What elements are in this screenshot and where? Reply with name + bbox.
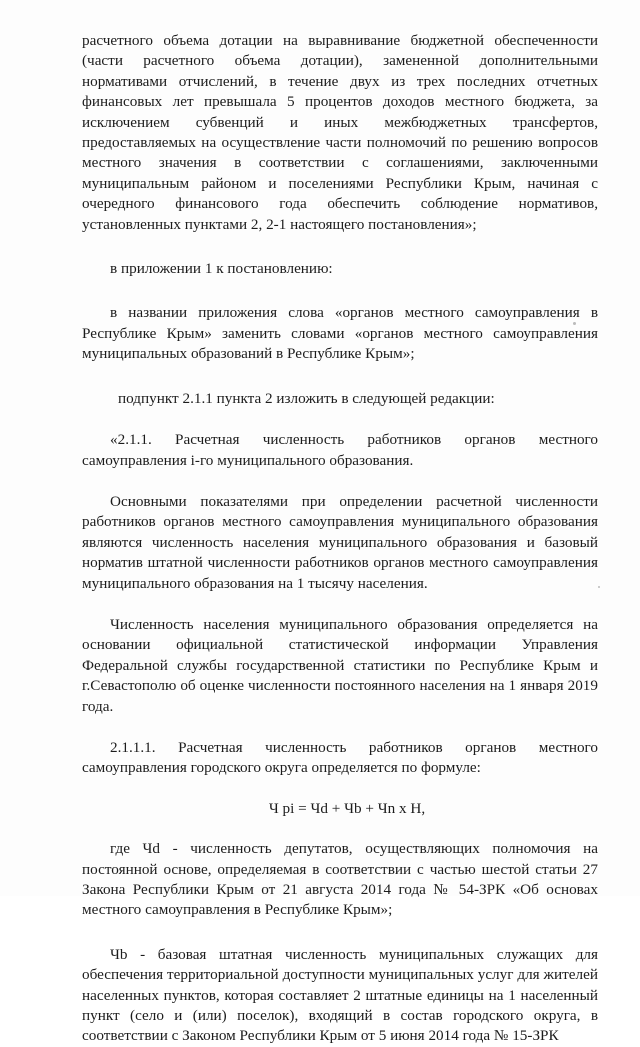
paragraph-2-1-1-heading: «2.1.1. Расчетная численность работников органов местного самоуправления i-го муниципального образования. [82,431,598,469]
paragraph-continuation: расчетного объема дотации на выравнивание бюджетной обеспеченности (части расчетного объема дотации), замененной дополнительными нормативами отчислений, в течение двух из трех последних отчетных финансовых лет превышала 5 процентов доходов местного бюджета, за исключением субвенций и иных межбюджетных трансфертов, предоставляемых на осуществление части полномочий по решению вопросов местного значения в соответствии с соглашениями, заключенными муниципальным районом и поселениями Республики Крым, начиная с очередного финансового года обеспечить соблюдение нормативов, установленных пунктами 2, 2-1 настоящего постановления»; [82,32,598,233]
scan-speck [573,322,576,325]
paragraph-chb-definition: Чb - базовая штатная численность муниципальных служащих для обеспечения территориальной доступности муниципальных услуг для жителей населенных пунктов, которая составляет 2 штатные единицы на 1 населенный пункт (село и (или) поселок), входящий в состав городского округа, в соответствии с Законом Республики Крым от 5 июня 2014 года № 15-ЗРК [82,945,598,1045]
paragraph-appendix-title-change: в названии приложения слова «органов местного самоуправления в Республике Крым» заменить словами «органов местного самоуправления муниципальных образований в Республике Крым»; [82,304,598,363]
paragraph-chd-definition: где Чd - численность депутатов, осуществляющих полномочия на постоянной основе, определяемая в соответствии с частью шестой статьи 27 Закона Республики Крым от 21 августа 2014 года № 54-ЗРК «Об основах местного самоуправления в Республике Крым»; [82,840,598,919]
paragraph-main-indicators: Основными показателями при определении расчетной численности работников органов местного самоуправления муниципального образования являются численность населения муниципального образования и базовый норматив штатной численности работников органов местного самоуправления муниципального образования на 1 тысячу населения. [82,492,598,592]
paragraph-population-source: Численность населения муниципального образования определяется на основании официальной статистической информации Управления Федеральной службы государственной статистики по Республике Крым и г.Севастополю об оценке численности постоянного населения на 1 января 2019 года. [82,615,598,715]
scan-speck [598,586,600,588]
paragraph-2-1-1-1: 2.1.1.1. Расчетная численность работников органов местного самоуправления городского округа определяется по формуле: [82,738,598,777]
paragraph-subclause-2-1-1: подпункт 2.1.1 пункта 2 изложить в следующей редакции: [118,389,495,407]
document-text [82,31,598,1047]
formula: Ч pi = Чd + Чb + Чn x Н, [268,799,426,817]
paragraph-appendix-1: в приложении 1 к постановлению: [110,260,333,278]
